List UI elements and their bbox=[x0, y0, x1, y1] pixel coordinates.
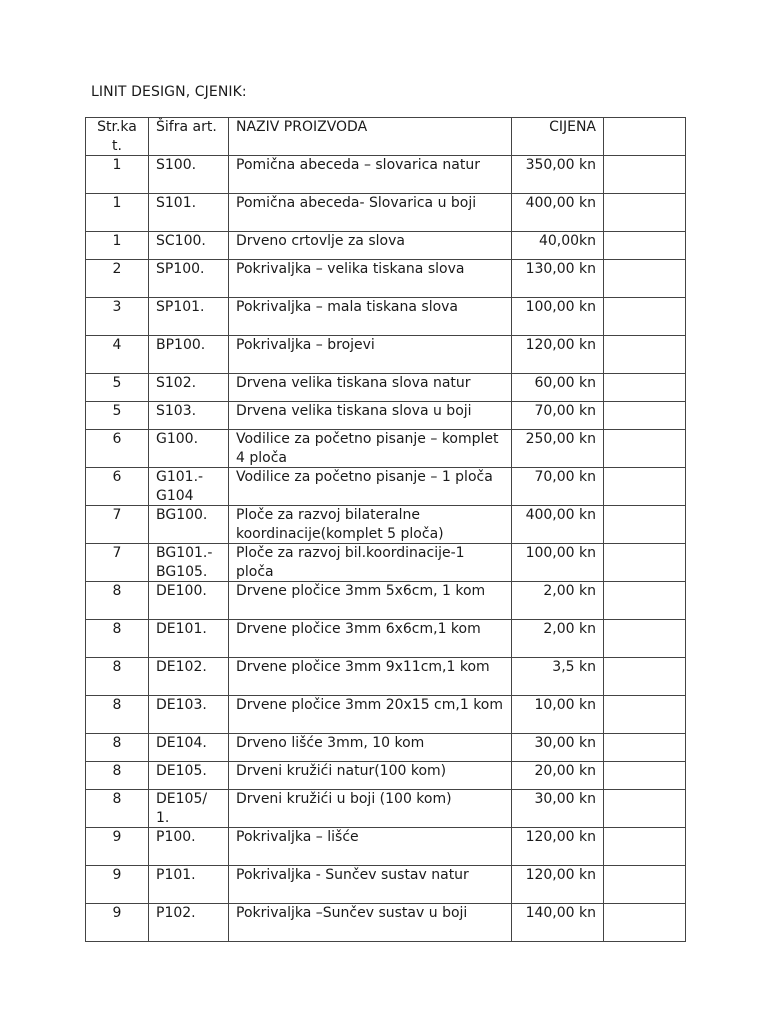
row-page: 8 bbox=[86, 582, 149, 620]
row-price: 400,00 kn bbox=[512, 194, 604, 232]
row-name: Drveno lišće 3mm, 10 kom bbox=[229, 734, 512, 762]
row-page: 3 bbox=[86, 298, 149, 336]
row-price: 40,00kn bbox=[512, 232, 604, 260]
row-page: 8 bbox=[86, 658, 149, 696]
row-extra bbox=[604, 582, 686, 620]
row-code: S101. bbox=[149, 194, 229, 232]
row-page: 9 bbox=[86, 828, 149, 866]
row-code: SP101. bbox=[149, 298, 229, 336]
row-price: 30,00 kn bbox=[512, 790, 604, 828]
row-page: 6 bbox=[86, 430, 149, 468]
row-price: 2,00 kn bbox=[512, 620, 604, 658]
row-page: 7 bbox=[86, 544, 149, 582]
row-name: Drvene pločice 3mm 9x11cm,1 kom bbox=[229, 658, 512, 696]
header-page: Str.ka t. bbox=[86, 118, 149, 156]
row-extra bbox=[604, 430, 686, 468]
table-row bbox=[86, 430, 686, 468]
row-name: Vodilice za početno pisanje – 1 ploča bbox=[229, 468, 512, 506]
row-extra bbox=[604, 828, 686, 866]
row-extra bbox=[604, 298, 686, 336]
table-row bbox=[86, 260, 686, 298]
row-page: 5 bbox=[86, 374, 149, 402]
table-row bbox=[86, 904, 686, 942]
table-row bbox=[86, 866, 686, 904]
row-code: S102. bbox=[149, 374, 229, 402]
row-page: 5 bbox=[86, 402, 149, 430]
row-code: BP100. bbox=[149, 336, 229, 374]
row-code: DE105/ 1. bbox=[149, 790, 229, 828]
row-name: Pokrivaljka – brojevi bbox=[229, 336, 512, 374]
row-code: DE100. bbox=[149, 582, 229, 620]
row-price: 400,00 kn bbox=[512, 506, 604, 544]
row-name: Drvene pločice 3mm 20x15 cm,1 kom bbox=[229, 696, 512, 734]
row-price: 120,00 kn bbox=[512, 866, 604, 904]
table-row bbox=[86, 762, 686, 790]
table-row bbox=[86, 374, 686, 402]
row-name: Pokrivaljka - Sunčev sustav natur bbox=[229, 866, 512, 904]
row-code: BG100. bbox=[149, 506, 229, 544]
row-page: 8 bbox=[86, 696, 149, 734]
row-name: Drveni kružići natur(100 kom) bbox=[229, 762, 512, 790]
row-extra bbox=[604, 260, 686, 298]
row-extra bbox=[604, 232, 686, 260]
row-price: 2,00 kn bbox=[512, 582, 604, 620]
row-code: DE101. bbox=[149, 620, 229, 658]
row-page: 9 bbox=[86, 904, 149, 942]
table-row bbox=[86, 194, 686, 232]
row-extra bbox=[604, 620, 686, 658]
row-code: P102. bbox=[149, 904, 229, 942]
row-name: Pokrivaljka – lišće bbox=[229, 828, 512, 866]
row-name: Ploče za razvoj bilateralne koordinacije(komplet 5 ploča) bbox=[229, 506, 512, 544]
price-table bbox=[85, 117, 686, 942]
row-price: 30,00 kn bbox=[512, 734, 604, 762]
row-extra bbox=[604, 762, 686, 790]
row-page: 8 bbox=[86, 620, 149, 658]
row-price: 60,00 kn bbox=[512, 374, 604, 402]
row-price: 10,00 kn bbox=[512, 696, 604, 734]
row-name: Drvena velika tiskana slova u boji bbox=[229, 402, 512, 430]
table-row bbox=[86, 658, 686, 696]
row-code: DE103. bbox=[149, 696, 229, 734]
header-price: CIJENA bbox=[512, 118, 604, 156]
table-row bbox=[86, 506, 686, 544]
row-code: DE102. bbox=[149, 658, 229, 696]
table-row bbox=[86, 734, 686, 762]
row-name: Pomična abeceda- Slovarica u boji bbox=[229, 194, 512, 232]
document-title: LINIT DESIGN, CJENIK: bbox=[91, 84, 247, 100]
row-name: Pokrivaljka – mala tiskana slova bbox=[229, 298, 512, 336]
row-name: Drveno crtovlje za slova bbox=[229, 232, 512, 260]
row-page: 1 bbox=[86, 194, 149, 232]
row-extra bbox=[604, 734, 686, 762]
row-extra bbox=[604, 156, 686, 194]
row-price: 350,00 kn bbox=[512, 156, 604, 194]
row-page: 8 bbox=[86, 790, 149, 828]
row-extra bbox=[604, 904, 686, 942]
row-price: 250,00 kn bbox=[512, 430, 604, 468]
row-price: 120,00 kn bbox=[512, 828, 604, 866]
row-price: 70,00 kn bbox=[512, 468, 604, 506]
row-code: SC100. bbox=[149, 232, 229, 260]
row-page: 2 bbox=[86, 260, 149, 298]
table-row bbox=[86, 468, 686, 506]
row-code: DE105. bbox=[149, 762, 229, 790]
row-extra bbox=[604, 506, 686, 544]
row-extra bbox=[604, 696, 686, 734]
row-page: 6 bbox=[86, 468, 149, 506]
row-page: 1 bbox=[86, 156, 149, 194]
row-extra bbox=[604, 468, 686, 506]
row-price: 120,00 kn bbox=[512, 336, 604, 374]
row-price: 70,00 kn bbox=[512, 402, 604, 430]
table-row bbox=[86, 156, 686, 194]
row-name: Drvene pločice 3mm 5x6cm, 1 kom bbox=[229, 582, 512, 620]
header-extra bbox=[604, 118, 686, 156]
table-row bbox=[86, 402, 686, 430]
row-page: 1 bbox=[86, 232, 149, 260]
row-page: 8 bbox=[86, 734, 149, 762]
row-extra bbox=[604, 374, 686, 402]
row-price: 20,00 kn bbox=[512, 762, 604, 790]
row-name: Pokrivaljka – velika tiskana slova bbox=[229, 260, 512, 298]
row-page: 9 bbox=[86, 866, 149, 904]
row-code: S100. bbox=[149, 156, 229, 194]
row-extra bbox=[604, 544, 686, 582]
row-code: G101.- G104 bbox=[149, 468, 229, 506]
row-page: 4 bbox=[86, 336, 149, 374]
row-code: G100. bbox=[149, 430, 229, 468]
table-row bbox=[86, 336, 686, 374]
row-extra bbox=[604, 790, 686, 828]
row-name: Pokrivaljka –Sunčev sustav u boji bbox=[229, 904, 512, 942]
row-name: Pomična abeceda – slovarica natur bbox=[229, 156, 512, 194]
row-price: 100,00 kn bbox=[512, 544, 604, 582]
table-header-row bbox=[86, 118, 686, 156]
row-code: BG101.- BG105. bbox=[149, 544, 229, 582]
row-price: 100,00 kn bbox=[512, 298, 604, 336]
row-name: Drvena velika tiskana slova natur bbox=[229, 374, 512, 402]
row-code: P100. bbox=[149, 828, 229, 866]
row-name: Drvene pločice 3mm 6x6cm,1 kom bbox=[229, 620, 512, 658]
header-code: Šifra art. bbox=[149, 118, 229, 156]
row-price: 130,00 kn bbox=[512, 260, 604, 298]
row-name: Drveni kružići u boji (100 kom) bbox=[229, 790, 512, 828]
row-name: Vodilice za početno pisanje – komplet 4 ploča bbox=[229, 430, 512, 468]
table-row bbox=[86, 544, 686, 582]
header-name: NAZIV PROIZVODA bbox=[229, 118, 512, 156]
row-extra bbox=[604, 866, 686, 904]
table-row bbox=[86, 582, 686, 620]
row-extra bbox=[604, 658, 686, 696]
table-row bbox=[86, 298, 686, 336]
table-row bbox=[86, 828, 686, 866]
table-row bbox=[86, 790, 686, 828]
row-code: DE104. bbox=[149, 734, 229, 762]
row-page: 8 bbox=[86, 762, 149, 790]
row-extra bbox=[604, 194, 686, 232]
row-price: 140,00 kn bbox=[512, 904, 604, 942]
row-code: P101. bbox=[149, 866, 229, 904]
row-name: Ploče za razvoj bil.koordinacije-1 ploča bbox=[229, 544, 512, 582]
table-row bbox=[86, 232, 686, 260]
row-extra bbox=[604, 336, 686, 374]
row-code: S103. bbox=[149, 402, 229, 430]
row-price: 3,5 kn bbox=[512, 658, 604, 696]
row-page: 7 bbox=[86, 506, 149, 544]
table-row bbox=[86, 696, 686, 734]
row-code: SP100. bbox=[149, 260, 229, 298]
table-row bbox=[86, 620, 686, 658]
row-extra bbox=[604, 402, 686, 430]
